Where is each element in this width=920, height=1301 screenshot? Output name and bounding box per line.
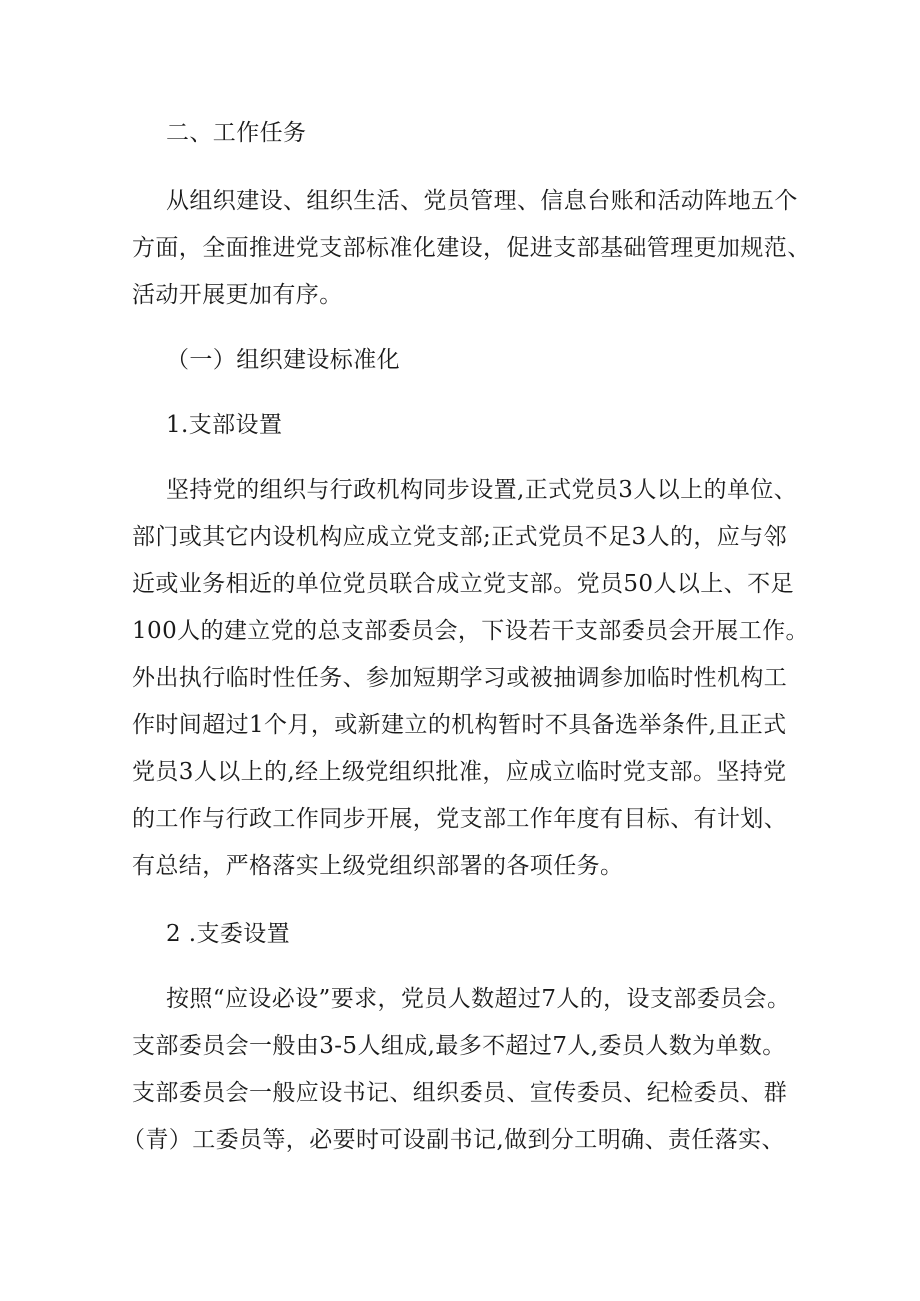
item2-line-3: 支部委员会一般应设书记、组织委员、宣传委员、纪检委员、群 <box>132 1080 788 1106</box>
section-heading: 二、工作任务 <box>166 120 307 146</box>
intro-line-1: 从组织建设、组织生活、党员管理、信息台账和活动阵地五个 <box>166 188 798 214</box>
item1-line-3: 近或业务相近的单位党员联合成立党支部。党员50人以上、不足 <box>132 571 794 597</box>
item1-line-7: 党员3人以上的,经上级党组织批准，应成立临时党支部。坚持党 <box>132 759 787 785</box>
item1-heading: 1.支部设置 <box>166 412 283 438</box>
item1-line-2: 部门或其它内设机构应成立党支部;正式党员不足3人的，应与邻 <box>132 524 787 550</box>
item1-line-1: 坚持党的组织与行政机构同步设置,正式党员3人以上的单位、 <box>166 477 798 503</box>
item2-line-4: （青）工委员等，必要时可设副书记,做到分工明确、责任落实、 <box>122 1127 785 1153</box>
item1-line-9: 有总结，严格落实上级党组织部署的各项任务。 <box>132 853 624 879</box>
subsection-heading: （一）组织建设标准化 <box>166 347 400 373</box>
item1-line-4: 100人的建立党的总支部委员会，下设若干支部委员会开展工作。 <box>132 618 809 644</box>
item1-line-6: 作时间超过1个月，或新建立的机构暂时不具备选举条件,且正式 <box>132 712 787 738</box>
item2-line-2: 支部委员会一般由3-5人组成,最多不超过7人,委员人数为单数。 <box>132 1033 786 1059</box>
item1-line-8: 的工作与行政工作同步开展，党支部工作年度有目标、有计划、 <box>132 806 788 832</box>
item2-heading: 2 .支委设置 <box>166 921 291 947</box>
intro-line-2: 方面，全面推进党支部标准化建设，促进支部基础管理更加规范、 <box>132 235 811 261</box>
item1-line-5: 外出执行临时性任务、参加短期学习或被抽调参加临时性机构工 <box>132 665 788 691</box>
intro-line-3: 活动开展更加有序。 <box>132 282 343 308</box>
item2-line-1: 按照“应设必设”要求，党员人数超过7人的，设支部委员会。 <box>166 986 791 1012</box>
